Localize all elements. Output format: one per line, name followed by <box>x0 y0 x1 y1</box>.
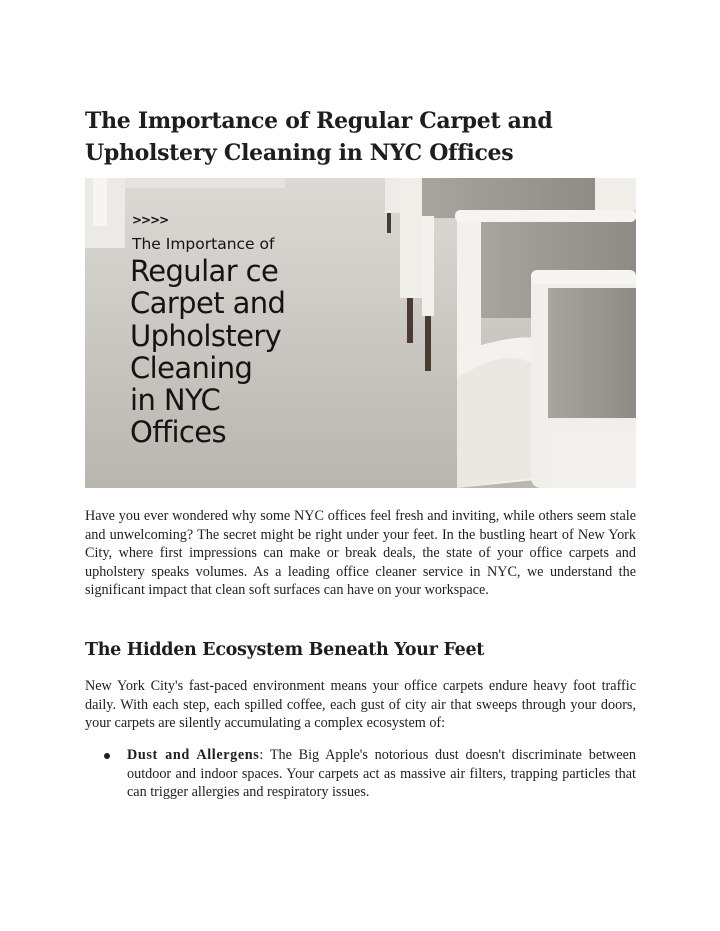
side-table <box>547 433 636 488</box>
hero-image <box>85 178 636 488</box>
section-paragraph: New York City's fast-paced environment means your office carpets endure heavy foot traffic daily. With each step, each spilled coffee, each gust of city air that sweeps through your doors, your carpets are silently accumulating a complex ecosystem of: <box>85 678 636 732</box>
bullet-text: : The Big Apple's notorious dust doesn't discriminate between outdoor and indoor spaces. Your carpets act as massive air filters, trapping particles that can trigger allergies and respiratory issues. <box>127 747 636 801</box>
title-line-1: The Importance of Regular Carpet and <box>85 108 553 134</box>
hero-line-3: Upholstery <box>130 319 282 353</box>
bullet-label: Dust and Allergens <box>127 747 260 763</box>
hero-line-5: in NYC <box>130 383 221 417</box>
section-heading: The Hidden Ecosystem Beneath Your Feet <box>85 640 485 660</box>
hero-line-4: Cleaning <box>130 351 253 385</box>
list-item <box>85 746 636 802</box>
page-title <box>85 105 636 169</box>
hero-line-6: Offices <box>130 415 226 449</box>
intro-paragraph: Have you ever wondered why some NYC offices feel fresh and inviting, while others seem stale and unwelcoming? The secret might be right under your feet. In the bustling heart of New York City, where first impressions can make or break deals, the state of your office carpets and upholstery speaks volumes. As a leading office cleaner service in NYC, we understand the significant impact that clean soft surfaces can have on your workspace. <box>85 508 636 599</box>
title-line-2: Upholstery Cleaning in NYC Offices <box>85 140 514 166</box>
hero-line-1: Regular ce <box>130 254 279 288</box>
hero-subtitle: The Importance of <box>132 235 275 253</box>
hero-line-2: Carpet and <box>130 286 286 320</box>
hero-illustration <box>85 178 636 488</box>
hero-arrows: >>>> <box>132 213 169 227</box>
left-door <box>93 178 107 226</box>
bullet-list <box>85 746 636 802</box>
bullet-dot-icon <box>104 753 110 759</box>
